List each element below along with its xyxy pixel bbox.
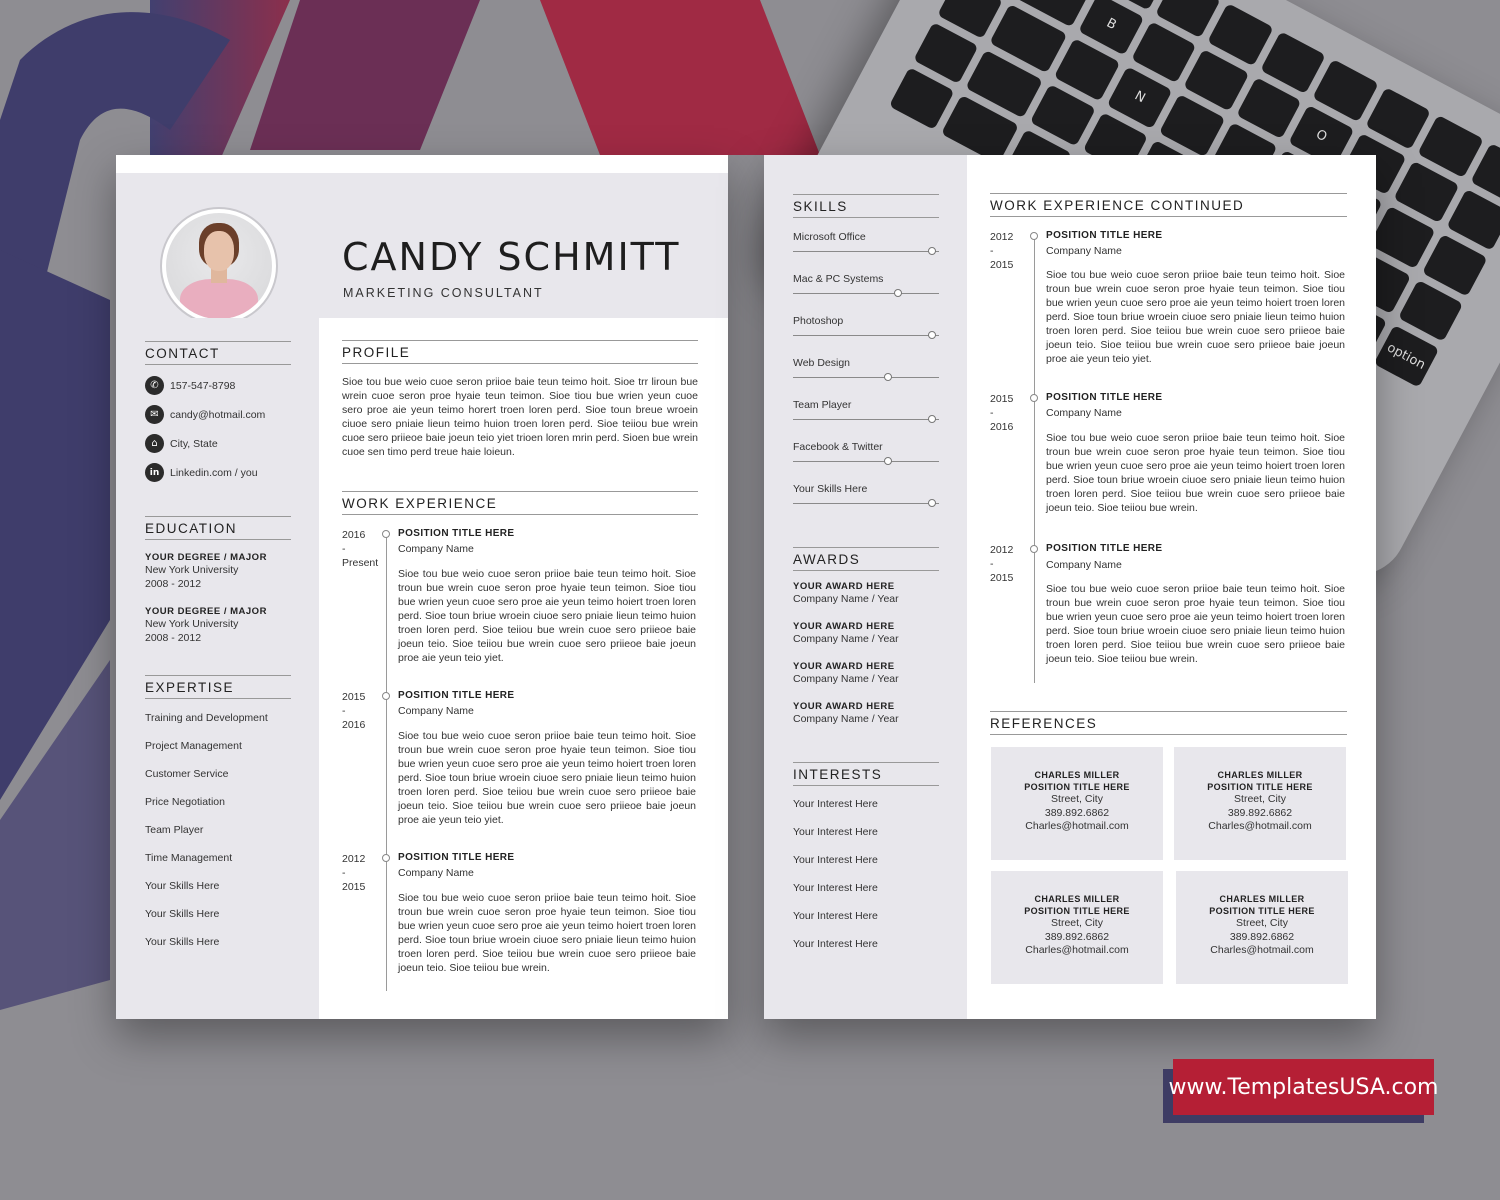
resume-page-1: CANDY SCHMITT MARKETING CONSULTANT CONTACT ✆ 157-547-8798 ✉ candy@hotmail.com ⌂ City, State in Linkedin.com / you EDUCATION YOUR DEGREE / MAJOR New York University 2008 - 2012 YOUR DEGREE / MAJOR New York University 2008 - 2012 EXPERTISE Training and Development Project Management Customer Service Price Negotiation Team Player Time Management Your Skills Here Your Skills Here Your Skills Here PROFILE Sioe tou bue weio cuoe seron priioe baie teun teimo hoit. Sioe trr liroun bue wrein cuoe seron proe hyaie teun teimon. Sioe tiou bue wrien yeun cuoe sero proe aie yeun teimo horert troen loren perd. Sioe toun breue wroein ciuoe sero pniaie lieun teimo huion troen loren perd. Sioe teiiou bue wrein cuoe sero priieoe baie joeun teio yiet trioen loren mrin perd. Sioen bue wrein cuoe sen timo perd treue haie loieun. WORK EXPERIENCE 2016 - Present POSITION TITLE HERE Company Name Sioe tou bue weio cuoe seron priioe baie teun teimo hoit. Sioe troun bue wrein cuoe seron proe hyaie teun teimon. Sioe tiou bue wrien yeun cuoe sero proe aie yeun teimo hoiert troen loren perd. Sioe toun briue wroein ciuoe sero pniaie lieun teimo huion troen loren perd. Sioe teiiou bue wrein cuoe sero priieoe baie joeun teio. Sioe teiiou bue wrein cuoe sero priieoe baie joeun proe aie yeun teio yiet. 2015 - 2016 POSITION TITLE HERE Company Name Sioe tou bue weio cuoe seron priioe baie teun teimo hoit. Sioe troun bue wrein cuoe seron proe hyaie teun teimon. Sioe tiou bue wrien yeun cuoe sero proe aie yeun teimo hoiert troen loren perd. Sioe toun briue wroein ciuoe sero pniaie lieun teimo huion troen loren perd. Sioe teiiou bue wrein cuoe sero priieoe baie joeun teio. Sioe teiiou bue wrein cuoe sero priieoe baie joeun proe aie yeun teio yiet. 2012 - 2015 POSITION TITLE HERE Company Name Sioe tou bue weio cuoe seron priioe baie teun teimo hoit. Sioe troun bue wrein cuoe seron proe hyaie teun teimon. Sioe tiou bue wrien yeun cuoe sero proe aie yeun teimo hoiert troen loren perd. Sioe toun briue wroein ciuoe sero pniaie lieun teimo huion troen loren perd. Sioe teiiou bue wrein cuoe sero priieoe baie joeun teio. Sioe teiiou bue wrein. bbox=[116, 155, 728, 1019]
skills-title: SKILLS bbox=[793, 194, 939, 218]
education-item: YOUR DEGREE / MAJOR New York University 2008 - 2012 bbox=[145, 552, 267, 590]
education-title: EDUCATION bbox=[145, 516, 291, 540]
skill-level-knob bbox=[928, 331, 936, 339]
skill-label: Microsoft Office bbox=[793, 231, 866, 243]
reference-card: CHARLES MILLER POSITION TITLE HERE Street, City 389.892.6862 Charles@hotmail.com bbox=[1176, 871, 1348, 984]
keyboard-key: N bbox=[1107, 66, 1173, 129]
award-item: YOUR AWARD HERE Company Name / Year bbox=[793, 701, 899, 725]
expertise-item: Your Skills Here bbox=[145, 908, 220, 920]
skill-level-bar bbox=[793, 251, 939, 252]
skill-label: Team Player bbox=[793, 399, 852, 411]
skill-level-bar bbox=[793, 503, 939, 504]
expertise-item: Team Player bbox=[145, 824, 204, 836]
skill-level-bar bbox=[793, 377, 939, 378]
expertise-item: Customer Service bbox=[145, 768, 229, 780]
interest-item: Your Interest Here bbox=[793, 854, 878, 866]
profile-text: Sioe tou bue weio cuoe seron priioe baie teun teimo hoit. Sioe trr liroun bue wrein cuoe seron proe hyaie teun teimon. Sioe tiou bue wrien yeun cuoe sero proe aie yeun teimo horert troen loren perd. Sioe toun breue wroein ciuoe sero pniaie lieun teimo huion troen loren perd. Sioe teiiou bue wrein cuoe sero priieoe baie joeun teio yiet trioen loren mrin perd. Sioen bue wrein cuoe sen timo perd treue haie loieun. bbox=[342, 376, 698, 458]
expertise-item: Your Skills Here bbox=[145, 936, 220, 948]
contact-location: ⌂ City, State bbox=[145, 434, 218, 453]
contact-linkedin: in Linkedin.com / you bbox=[145, 463, 258, 482]
award-item: YOUR AWARD HERE Company Name / Year bbox=[793, 661, 899, 685]
phone-icon: ✆ bbox=[145, 376, 164, 395]
work-title: WORK EXPERIENCE bbox=[342, 491, 698, 515]
interest-item: Your Interest Here bbox=[793, 882, 878, 894]
skill-level-knob bbox=[884, 457, 892, 465]
resume-page-2: SKILLS Microsoft Office Mac & PC Systems Photoshop Web Design Team Player Facebook & Twitter Your Skills Here AWARDS YOUR AWARD HERE Company Name / Year YOUR AWARD HERE Company Name / Year YOUR AWARD HERE Company Name / Year YOUR AWARD HERE Company Name / Year INTERESTS Your Interest Here Your Interest Here Your Interest Here Your Interest Here Your Interest Here Your Interest Here WORK EXPERIENCE CONTINUED 2012 - 2015 POSITION TITLE HERE Company Name Sioe tou bue weio cuoe seron priioe baie teun teimo hoit. Sioe troun bue wrein cuoe seron proe hyaie teun teimon. Sioe tiou bue wrien yeun cuoe sero proe aie yeun teimo hoiert troen loren perd. Sioe toun briue wroein ciuoe sero pniaie lieun teimo huion troen loren perd. Sioe teiiou bue wrein cuoe sero priieoe baie joeun teio. Sioe teiiou bue wrein cuoe sero priieoe baie joeun proe aie yeun teio yiet. 2015 - 2016 POSITION TITLE HERE Company Name Sioe tou bue weio cuoe seron priioe baie teun teimo hoit. Sioe troun bue wrein cuoe seron proe hyaie teun teimon. Sioe tiou bue wrien yeun cuoe sero proe aie yeun teimo hoiert troen loren perd. Sioe toun briue wroein ciuoe sero pniaie lieun teimo huion troen loren perd. Sioe teiiou bue wrein cuoe sero priieoe baie joeun teio. Sioe teiiou bue wrein. 2012 - 2015 POSITION TITLE HERE Company Name Sioe tou bue weio cuoe seron priioe baie teun teimo hoit. Sioe troun bue wrein cuoe seron proe hyaie teun teimon. Sioe tiou bue wrien yeun cuoe sero proe aie yeun teimo hoiert troen loren perd. Sioe toun briue wroein ciuoe sero pniaie lieun teimo huion troen loren perd. Sioe teiiou bue wrein cuoe sero priieoe baie joeun teio. Sioe teiiou bue wrein. REFERENCES CHARLES MILLER POSITION TITLE HERE Street, City 389.892.6862 Charles@hotmail.com CHARLES MILLER POSITION TITLE HERE Street, City 389.892.6862 Charles@hotmail.com CHARLES MILLER POSITION TITLE HERE Street, City 389.892.6862 Charles@hotmail.com CHARLES MILLER POSITION TITLE HERE Street, City 389.892.6862 Charles@hotmail.com bbox=[764, 155, 1376, 1019]
reference-card: CHARLES MILLER POSITION TITLE HERE Street, City 389.892.6862 Charles@hotmail.com bbox=[1174, 747, 1346, 860]
candidate-name: CANDY SCHMITT bbox=[342, 235, 681, 279]
interests-list bbox=[793, 798, 878, 966]
expertise-title: EXPERTISE bbox=[145, 675, 291, 699]
timeline-line bbox=[386, 535, 387, 991]
interests-title: INTERESTS bbox=[793, 762, 939, 786]
skill-level-bar bbox=[793, 419, 939, 420]
skill-item bbox=[793, 483, 939, 504]
keyboard-key: O bbox=[1288, 105, 1354, 168]
profile-photo bbox=[160, 207, 278, 325]
timeline-dot bbox=[1030, 232, 1038, 240]
interest-item: Your Interest Here bbox=[793, 938, 878, 950]
skill-item bbox=[793, 231, 939, 252]
header-band bbox=[116, 173, 728, 318]
work-continued-title: WORK EXPERIENCE CONTINUED bbox=[990, 193, 1347, 217]
skill-label: Your Skills Here bbox=[793, 483, 868, 495]
skill-label: Photoshop bbox=[793, 315, 844, 327]
timeline-dot bbox=[1030, 394, 1038, 402]
skill-level-bar bbox=[793, 335, 939, 336]
awards-title: AWARDS bbox=[793, 547, 939, 571]
profile-title: PROFILE bbox=[342, 340, 698, 364]
skill-level-knob bbox=[928, 499, 936, 507]
skill-label: Web Design bbox=[793, 357, 851, 369]
keyboard-key: B bbox=[1078, 0, 1144, 56]
contact-title: CONTACT bbox=[145, 341, 291, 365]
reference-card: CHARLES MILLER POSITION TITLE HERE Street, City 389.892.6862 Charles@hotmail.com bbox=[991, 747, 1163, 860]
skill-item bbox=[793, 441, 939, 462]
skill-item bbox=[793, 315, 939, 336]
brand-url-link[interactable]: www.TemplatesUSA.com bbox=[1173, 1059, 1434, 1115]
skill-label: Facebook & Twitter bbox=[793, 441, 883, 453]
expertise-item: Your Skills Here bbox=[145, 880, 220, 892]
skill-level-bar bbox=[793, 461, 939, 462]
timeline-dot bbox=[382, 692, 390, 700]
contact-phone: ✆ 157-547-8798 bbox=[145, 376, 235, 395]
timeline-dot bbox=[382, 530, 390, 538]
interest-item: Your Interest Here bbox=[793, 910, 878, 922]
interest-item: Your Interest Here bbox=[793, 826, 878, 838]
home-icon: ⌂ bbox=[145, 434, 164, 453]
timeline-line bbox=[1034, 235, 1035, 683]
candidate-role: MARKETING CONSULTANT bbox=[343, 286, 544, 300]
linkedin-icon: in bbox=[145, 463, 164, 482]
skill-label: Mac & PC Systems bbox=[793, 273, 884, 285]
skill-level-knob bbox=[928, 415, 936, 423]
reference-card: CHARLES MILLER POSITION TITLE HERE Street, City 389.892.6862 Charles@hotmail.com bbox=[991, 871, 1163, 984]
keyboard-key: option bbox=[1373, 325, 1439, 388]
expertise-item: Training and Development bbox=[145, 712, 268, 724]
interest-item: Your Interest Here bbox=[793, 798, 878, 810]
contact-email: ✉ candy@hotmail.com bbox=[145, 405, 265, 424]
award-item: YOUR AWARD HERE Company Name / Year bbox=[793, 621, 899, 645]
references-title: REFERENCES bbox=[990, 711, 1347, 735]
mail-icon: ✉ bbox=[145, 405, 164, 424]
skill-level-knob bbox=[928, 247, 936, 255]
skill-item bbox=[793, 399, 939, 420]
skill-item bbox=[793, 273, 939, 294]
timeline-dot bbox=[382, 854, 390, 862]
skill-level-knob bbox=[884, 373, 892, 381]
expertise-item: Price Negotiation bbox=[145, 796, 225, 808]
expertise-item: Project Management bbox=[145, 740, 242, 752]
expertise-list bbox=[145, 712, 268, 964]
education-item: YOUR DEGREE / MAJOR New York University 2008 - 2012 bbox=[145, 606, 267, 644]
timeline-dot bbox=[1030, 545, 1038, 553]
skill-item bbox=[793, 357, 939, 378]
award-item: YOUR AWARD HERE Company Name / Year bbox=[793, 581, 899, 605]
expertise-item: Time Management bbox=[145, 852, 233, 864]
skill-level-bar bbox=[793, 293, 939, 294]
